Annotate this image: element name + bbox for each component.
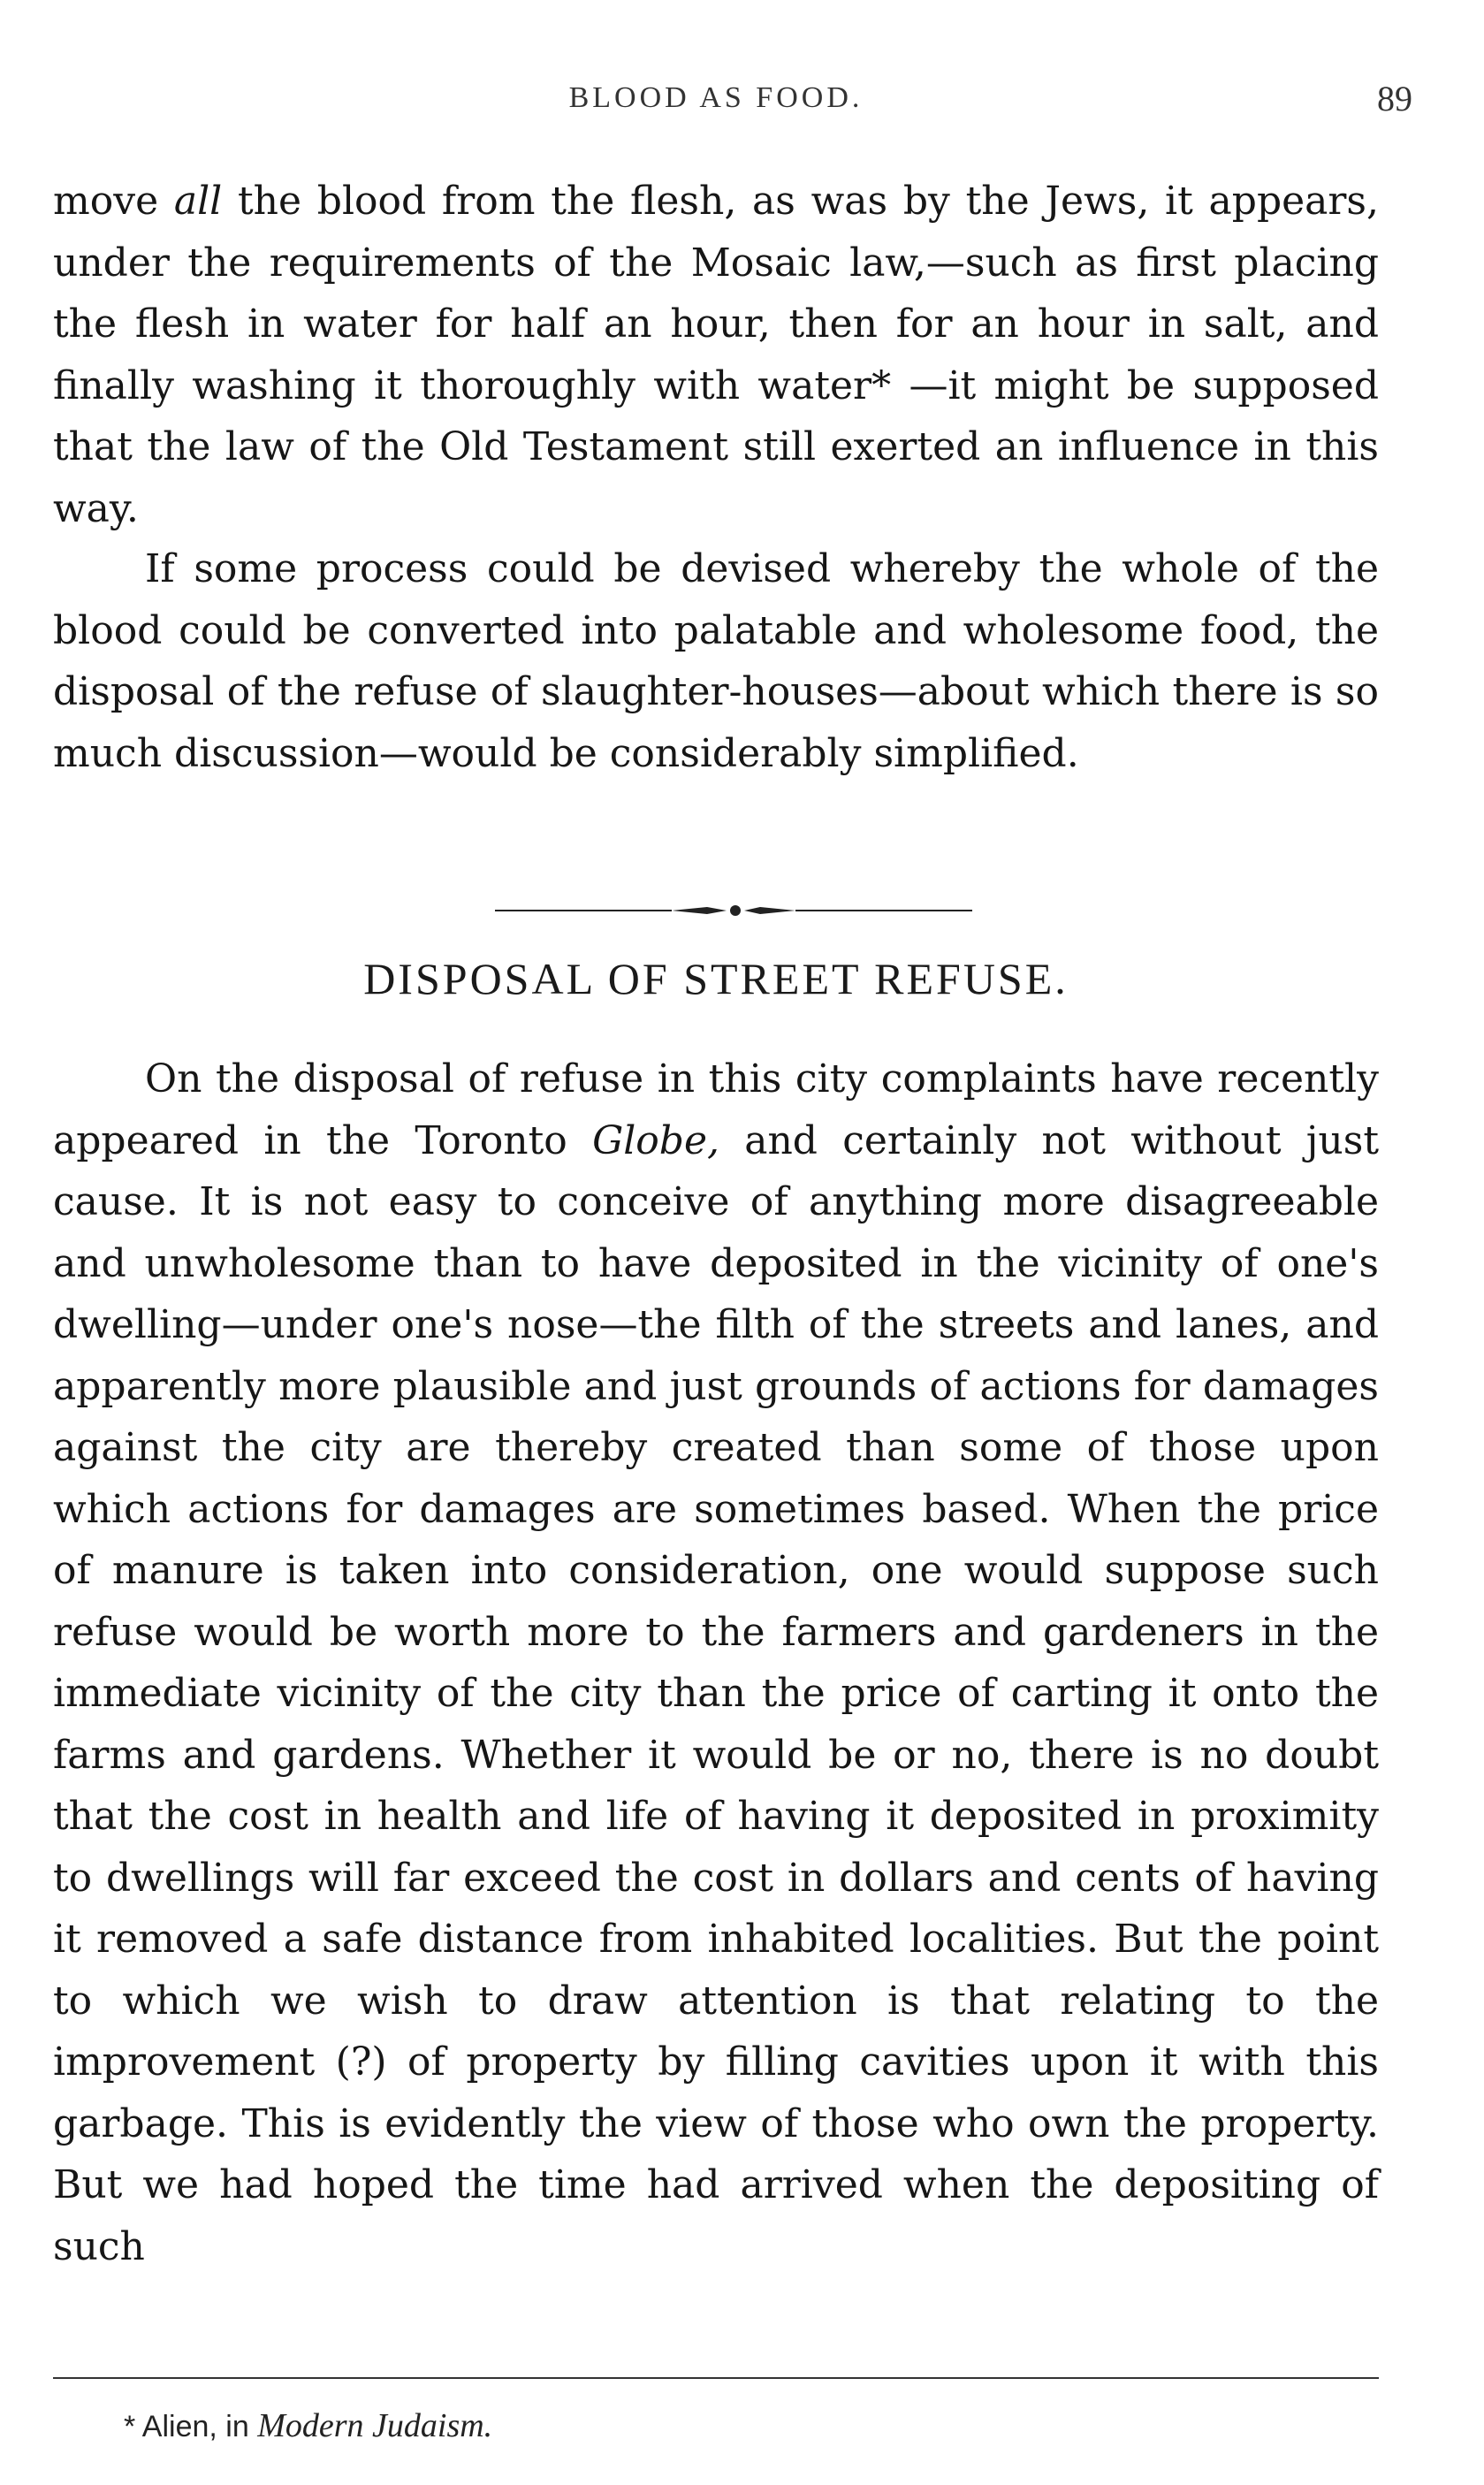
running-head: BLOOD AS FOOD. [568,81,864,114]
para3-text-start: On the disposal of refuse in this city complaints have recently appeared in the Toronto [53,1056,1379,1163]
footnote [124,2406,492,2445]
paragraph-continued [53,171,1379,539]
paragraph-blood-process: If some process could be devised whereby the whole of the blood could be converted into palatable and wholesome food, the disposal of the refuse of slaughter-houses—about which there is so much discussion—would be considerably simplified. [53,546,1379,776]
para1-text-start: move [53,179,174,224]
footnote-prefix: * Alien, in [124,2410,258,2443]
section-divider-ornament [495,900,972,921]
paragraph-street-refuse [53,1048,1379,2277]
para1-text-rest: the blood from the flesh, as was by the Jews, it appears, under the requirements of the Mosaic law,—such as first placing the flesh in water for half an hour, then for an hour in salt, and finally washing it thoroughly with water* —it might be supposed that the law of the Old Testament still exerted an influence in this way. [53,179,1379,531]
page-number: 89 [1377,79,1412,118]
para3-italic-globe: Globe, [592,1117,719,1163]
footnote-italic-title: Modern Judaism. [257,2407,493,2444]
page-header [53,79,1412,134]
para3-text-rest: and certainly not without just cause. It is not easy to conceive of anything more disagreeable and unwholesome than to have deposited in the vicinity of one's dwelling—under one's nose—the filth of the streets and lanes, and apparently more plausible and just grounds of actions for damages against the city are thereby created than some of those upon which actions for damages are sometimes based. When the price of manure is taken into consideration, one would suppose such refuse would be worth more to the farmers and gardeners in the immediate vicinity of the city than the price of carting it onto the farms and gardens. Whether it would be or no, there is no doubt that the cost in health and life of having it deposited in proximity to dwellings will far exceed the cost in dollars and cents of having it removed a safe distance from inhabited localities. But the point to which we wish to draw attention is that relating to the improvement (?) of property by filling cavities upon it with this garbage. This is evidently the view of those who own the property. But we had hoped the time had arrived when the depositing of such [53,1117,1380,2269]
para1-italic-all: all [173,179,223,224]
footnote-rule [53,2377,1379,2379]
section-heading: DISPOSAL OF STREET REFUSE. [363,954,1069,1003]
